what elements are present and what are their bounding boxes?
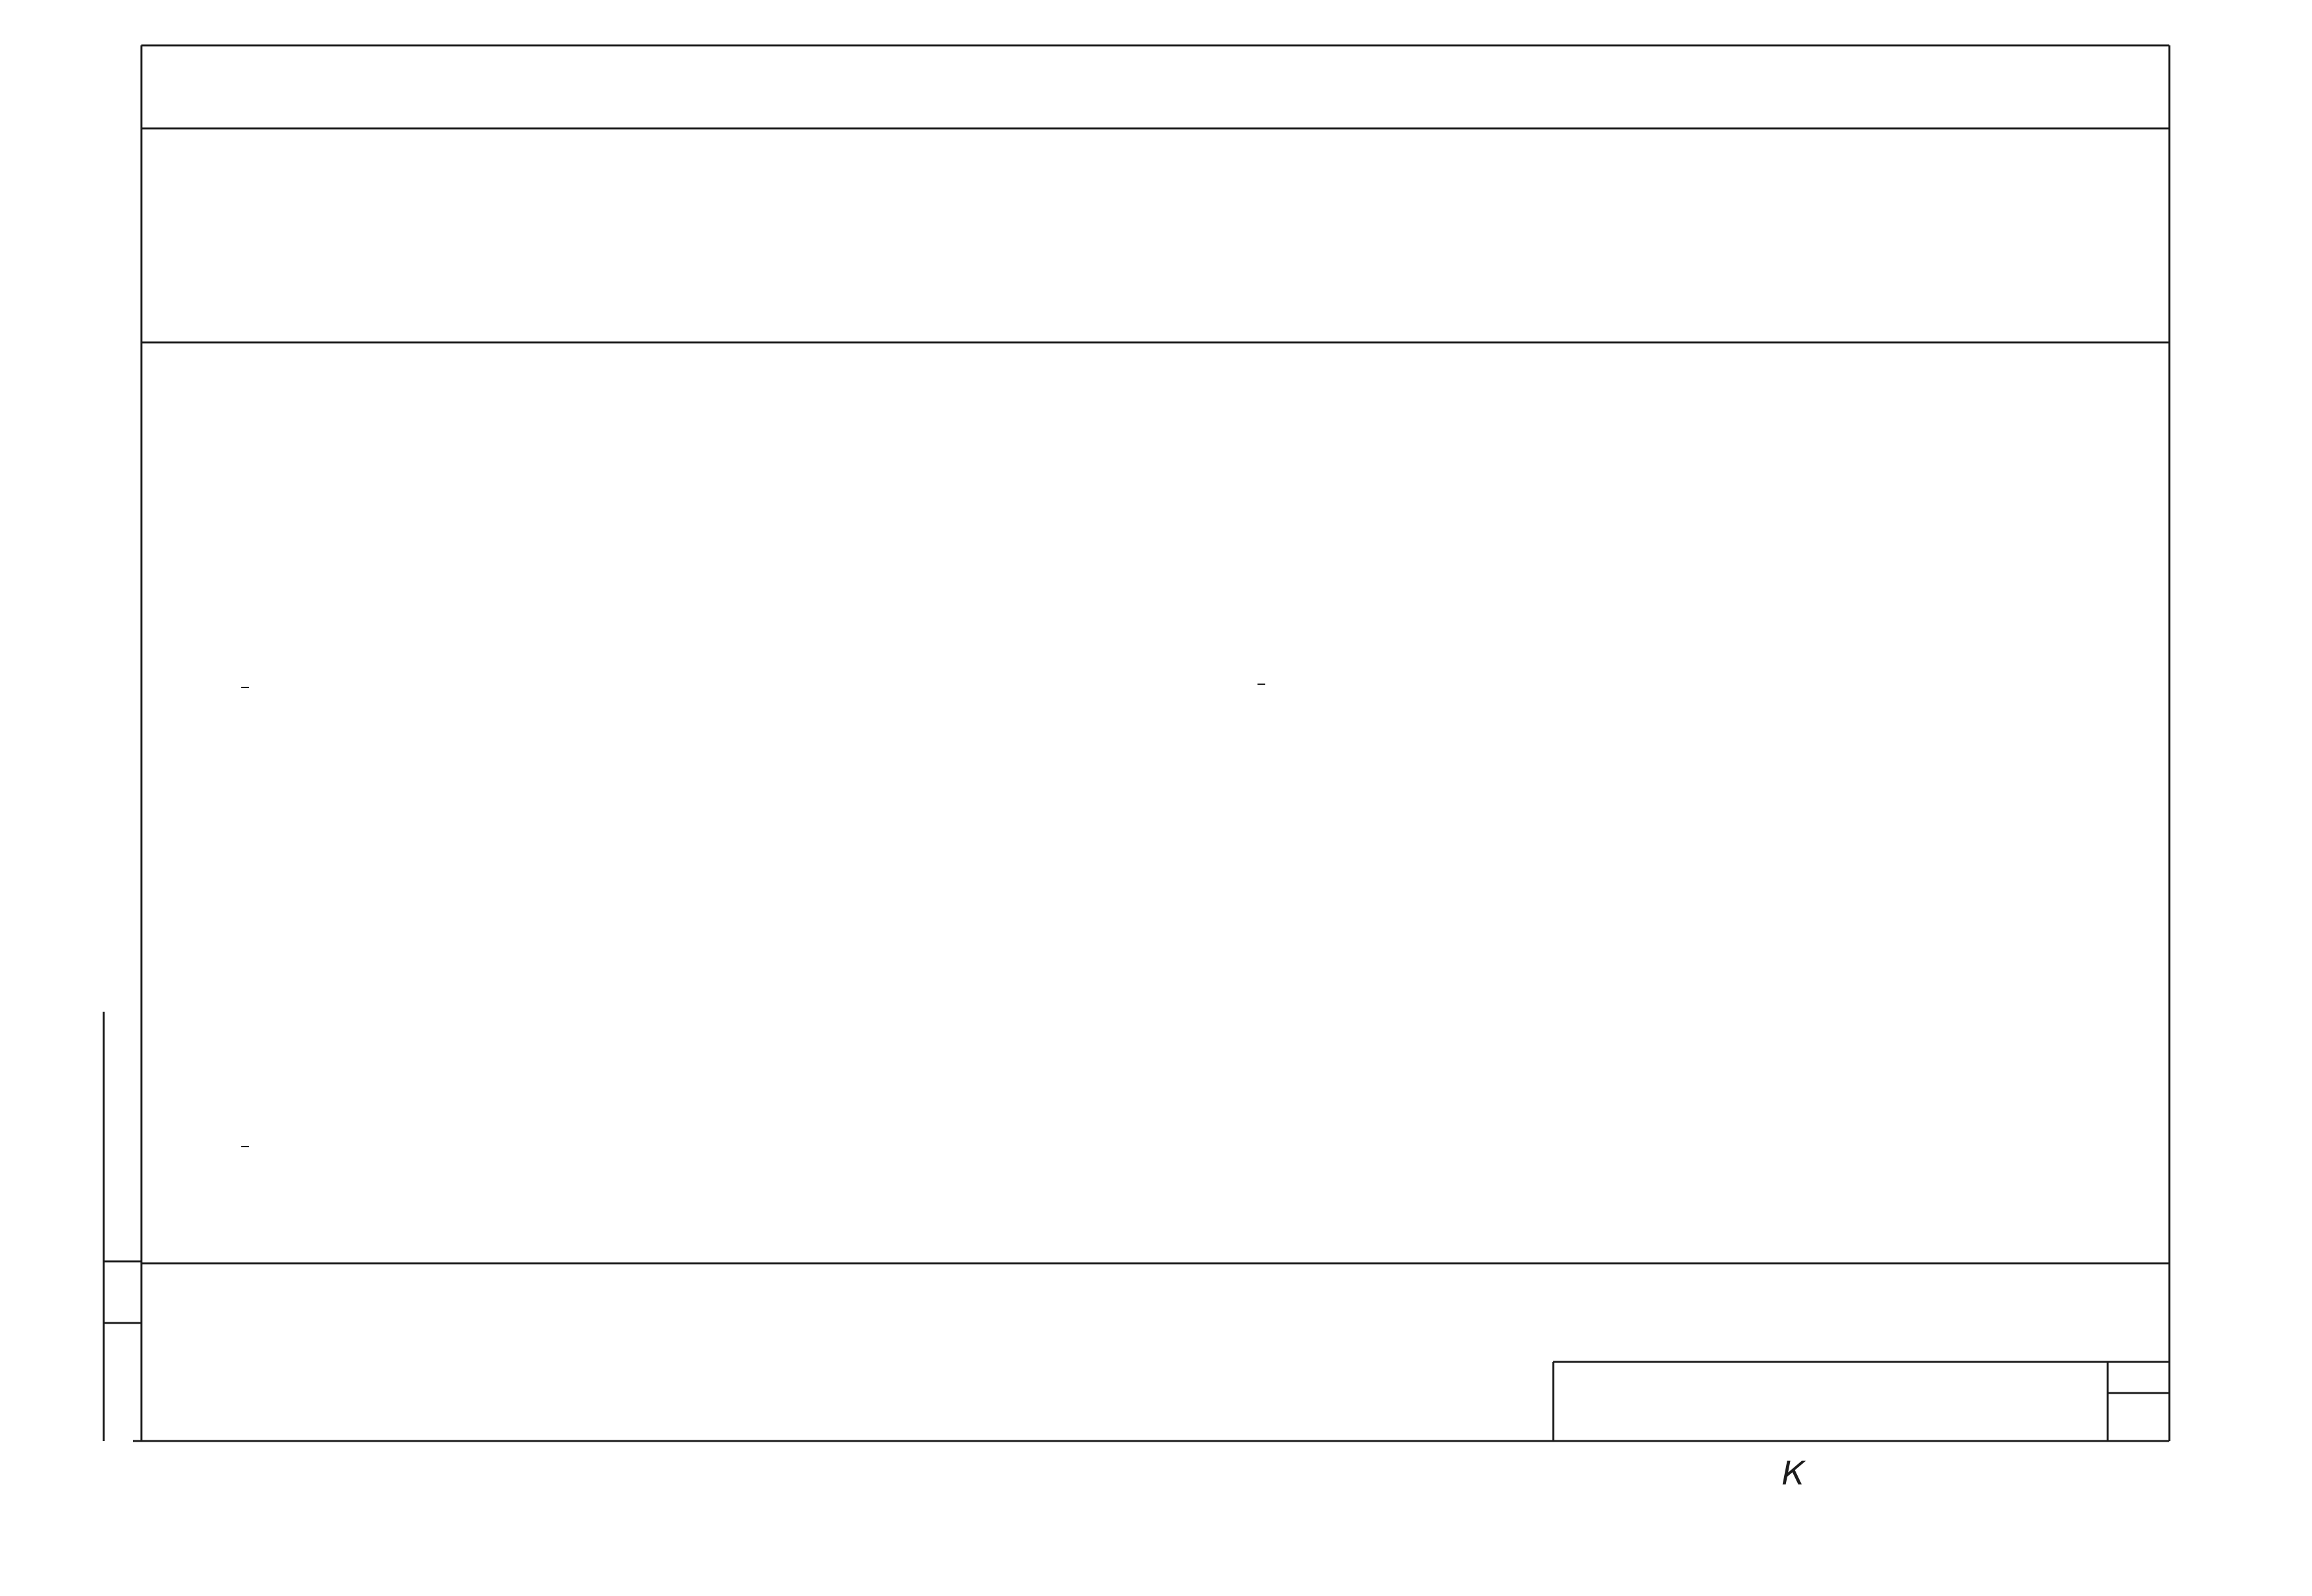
shifr-left-3 (241, 1146, 249, 1147)
shifr-right-top (1257, 684, 1265, 685)
shifr-left-3-top (241, 1146, 249, 1147)
shifr-right (1257, 684, 1265, 685)
shifr-left-6-top (241, 687, 249, 688)
shifr-left-6 (241, 687, 249, 688)
copier-signature: К (1782, 1455, 1805, 1492)
